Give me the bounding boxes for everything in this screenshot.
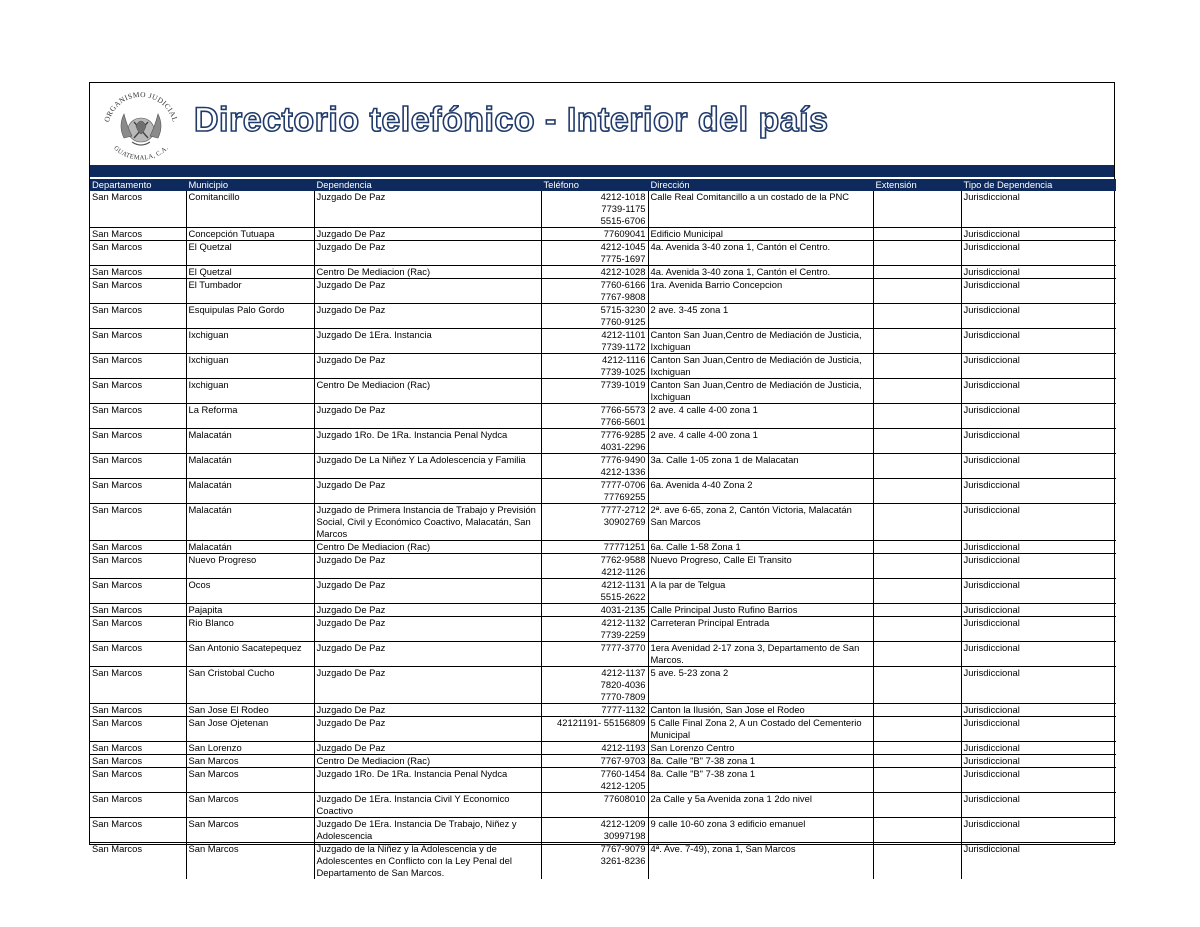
cell-municipio: Concepción Tutuapa bbox=[186, 228, 314, 241]
cell-extension bbox=[873, 354, 961, 379]
cell-telefono: 4212-1116 7739-1025 bbox=[541, 354, 648, 379]
cell-dependencia: Juzgado de la Niñez y la Adolescencia y de Adolescentes en Conflicto con la Ley Penal del Departamento de San Marcos. bbox=[314, 843, 541, 880]
cell-municipio: Malacatán bbox=[186, 541, 314, 554]
table-row bbox=[90, 642, 1116, 667]
cell-tipo-dependencia: Jurisdiccional bbox=[961, 604, 1116, 617]
cell-extension bbox=[873, 793, 961, 818]
cell-direccion: Calle Real Comitancillo a un costado de la PNC bbox=[648, 191, 873, 228]
cell-dependencia: Juzgado De Paz bbox=[314, 554, 541, 579]
cell-municipio: San Marcos bbox=[186, 843, 314, 880]
cell-departamento: San Marcos bbox=[90, 454, 186, 479]
cell-municipio: Ixchiguan bbox=[186, 329, 314, 354]
cell-departamento: San Marcos bbox=[90, 768, 186, 793]
cell-municipio: Malacatán bbox=[186, 504, 314, 541]
cell-telefono: 7767-9703 bbox=[541, 755, 648, 768]
cell-telefono: 4212-1209 30997198 bbox=[541, 818, 648, 843]
cell-municipio: Malacatán bbox=[186, 479, 314, 504]
col-header-telefono: Teléfono bbox=[541, 179, 648, 191]
cell-departamento: San Marcos bbox=[90, 479, 186, 504]
cell-municipio: El Quetzal bbox=[186, 266, 314, 279]
cell-departamento: San Marcos bbox=[90, 354, 186, 379]
cell-municipio: Malacatán bbox=[186, 454, 314, 479]
cell-municipio: Rio Blanco bbox=[186, 617, 314, 642]
col-header-municipio: Municipio bbox=[186, 179, 314, 191]
table-row bbox=[90, 554, 1116, 579]
cell-dependencia: Juzgado De Paz bbox=[314, 354, 541, 379]
col-header-extension: Extensión bbox=[873, 179, 961, 191]
cell-extension bbox=[873, 704, 961, 717]
cell-municipio: San Marcos bbox=[186, 818, 314, 843]
cell-extension bbox=[873, 379, 961, 404]
cell-extension bbox=[873, 717, 961, 742]
cell-direccion: 2 ave. 4 calle 4-00 zona 1 bbox=[648, 429, 873, 454]
cell-direccion: 4a. Avenida 3-40 zona 1, Cantón el Centro. bbox=[648, 241, 873, 266]
cell-dependencia: Juzgado De 1Era. Instancia bbox=[314, 329, 541, 354]
cell-tipo-dependencia: Jurisdiccional bbox=[961, 241, 1116, 266]
cell-telefono: 4212-1137 7820-4036 7770-7809 bbox=[541, 667, 648, 704]
cell-extension bbox=[873, 742, 961, 755]
cell-tipo-dependencia: Jurisdiccional bbox=[961, 755, 1116, 768]
cell-telefono: 4212-1131 5515-2622 bbox=[541, 579, 648, 604]
cell-extension bbox=[873, 579, 961, 604]
cell-departamento: San Marcos bbox=[90, 755, 186, 768]
cell-direccion: Calle Principal Justo Rufino Barrios bbox=[648, 604, 873, 617]
table-row bbox=[90, 191, 1116, 228]
cell-departamento: San Marcos bbox=[90, 717, 186, 742]
header-divider-bar bbox=[90, 165, 1114, 177]
table-row bbox=[90, 241, 1116, 266]
cell-direccion: 5 Calle Final Zona 2, A un Costado del Cementerio Municipal bbox=[648, 717, 873, 742]
cell-direccion: Canton San Juan,Centro de Mediación de Justicia, Ixchiguan bbox=[648, 329, 873, 354]
cell-direccion: Nuevo Progreso, Calle El Transito bbox=[648, 554, 873, 579]
cell-dependencia: Juzgado De Paz bbox=[314, 279, 541, 304]
table-row bbox=[90, 604, 1116, 617]
cell-tipo-dependencia: Jurisdiccional bbox=[961, 429, 1116, 454]
cell-extension bbox=[873, 604, 961, 617]
cell-telefono: 4212-1018 7739-1175 5515-6706 bbox=[541, 191, 648, 228]
col-header-direccion: Dirección bbox=[648, 179, 873, 191]
cell-direccion: 5 ave. 5-23 zona 2 bbox=[648, 667, 873, 704]
cell-dependencia: Juzgado De Paz bbox=[314, 579, 541, 604]
cell-municipio: San Jose Ojetenan bbox=[186, 717, 314, 742]
table-row bbox=[90, 704, 1116, 717]
cell-direccion: 2ª. ave 6-65, zona 2, Cantón Victoria, Malacatán San Marcos bbox=[648, 504, 873, 541]
cell-tipo-dependencia: Jurisdiccional bbox=[961, 379, 1116, 404]
cell-tipo-dependencia: Jurisdiccional bbox=[963, 843, 1020, 854]
cell-extension bbox=[873, 755, 961, 768]
cell-telefono: 7777-2712 30902769 bbox=[541, 504, 648, 541]
cell-direccion: 2 ave. 3-45 zona 1 bbox=[648, 304, 873, 329]
cell-telefono: 7762-9588 4212-1126 bbox=[541, 554, 648, 579]
cell-tipo-dependencia: Jurisdiccional bbox=[961, 667, 1116, 704]
cell-telefono: 4031-2135 bbox=[541, 604, 648, 617]
cell-telefono: 7777-0706 77769255 bbox=[541, 479, 648, 504]
svg-text:GUATEMALA, C.A.: GUATEMALA, C.A. bbox=[112, 144, 170, 162]
cell-dependencia: Centro De Mediacion (Rac) bbox=[314, 755, 541, 768]
cell-extension bbox=[873, 228, 961, 241]
cell-extension bbox=[873, 329, 961, 354]
cell-dependencia: Juzgado 1Ro. De 1Ra. Instancia Penal Nydca bbox=[314, 429, 541, 454]
cell-extension bbox=[873, 404, 961, 429]
cell-dependencia: Juzgado De Paz bbox=[314, 304, 541, 329]
cell-extension bbox=[873, 191, 961, 228]
cell-telefono: 5715-3230 7760-9125 bbox=[541, 304, 648, 329]
directory-sheet bbox=[89, 82, 1115, 878]
cell-extension bbox=[873, 768, 961, 793]
cell-departamento: San Marcos bbox=[90, 404, 186, 429]
cell-municipio: Ixchiguan bbox=[186, 354, 314, 379]
cell-direccion: 4ª. Ave. 7-49), zona 1, San Marcos bbox=[648, 843, 873, 880]
cell-municipio: Nuevo Progreso bbox=[186, 554, 314, 579]
cell-departamento: San Marcos bbox=[90, 704, 186, 717]
cell-municipio: La Reforma bbox=[186, 404, 314, 429]
table-row bbox=[90, 617, 1116, 642]
cell-departamento: San Marcos bbox=[90, 279, 186, 304]
cell-tipo-dependencia: Jurisdiccional bbox=[961, 642, 1116, 667]
cell-municipio: El Tumbador bbox=[186, 279, 314, 304]
cell-dependencia: Centro De Mediacion (Rac) bbox=[314, 266, 541, 279]
organismo-judicial-seal-logo bbox=[98, 86, 184, 162]
table-row bbox=[90, 479, 1116, 504]
cell-direccion: Canton San Juan,Centro de Mediación de Justicia, Ixchiguan bbox=[648, 379, 873, 404]
cell-departamento: San Marcos bbox=[90, 329, 186, 354]
cell-dependencia: Juzgado De Paz bbox=[314, 742, 541, 755]
cell-extension bbox=[873, 642, 961, 667]
cell-municipio: Esquipulas Palo Gordo bbox=[186, 304, 314, 329]
cell-direccion: 2a Calle y 5a Avenida zona 1 2do nivel bbox=[648, 793, 873, 818]
cell-tipo-dependencia: Jurisdiccional bbox=[961, 541, 1116, 554]
cell-dependencia: Juzgado De Paz bbox=[314, 642, 541, 667]
cell-telefono: 7760-6166 7767-9808 bbox=[541, 279, 648, 304]
cell-direccion: 1ra. Avenida Barrio Concepcion bbox=[648, 279, 873, 304]
cell-extension bbox=[873, 818, 961, 843]
cell-departamento: San Marcos bbox=[90, 642, 186, 667]
cell-departamento: San Marcos bbox=[90, 742, 186, 755]
cell-tipo-dependencia: Jurisdiccional bbox=[961, 266, 1116, 279]
cell-extension bbox=[873, 554, 961, 579]
cell-telefono: 4212-1193 bbox=[541, 742, 648, 755]
cell-dependencia: Juzgado De Paz bbox=[314, 704, 541, 717]
cell-tipo-dependencia: Jurisdiccional bbox=[961, 504, 1116, 541]
cell-departamento: San Marcos bbox=[90, 304, 186, 329]
cell-telefono: 4212-1028 bbox=[541, 266, 648, 279]
table-row bbox=[90, 266, 1116, 279]
cell-tipo-dependencia: Jurisdiccional bbox=[961, 704, 1116, 717]
cell-municipio: San Cristobal Cucho bbox=[186, 667, 314, 704]
cell-telefono: 7760-1454 4212-1205 bbox=[541, 768, 648, 793]
cell-departamento: San Marcos bbox=[90, 843, 186, 880]
cell-departamento: San Marcos bbox=[90, 191, 186, 228]
cell-extension bbox=[873, 454, 961, 479]
cell-telefono: 4212-1132 7739-2259 bbox=[541, 617, 648, 642]
cell-telefono: 7767-9079 3261-8236 bbox=[541, 843, 648, 880]
cell-dependencia: Juzgado De Paz bbox=[314, 667, 541, 704]
table-row bbox=[90, 404, 1116, 429]
table-row bbox=[90, 755, 1116, 768]
cell-extension bbox=[873, 667, 961, 704]
cell-telefono: 7776-9490 4212-1336 bbox=[541, 454, 648, 479]
table-row bbox=[90, 667, 1116, 704]
cell-municipio: San Jose El Rodeo bbox=[186, 704, 314, 717]
table-row bbox=[90, 454, 1116, 479]
cell-direccion: A la par de Telgua bbox=[648, 579, 873, 604]
cell-direccion: 8a. Calle "B" 7-38 zona 1 bbox=[648, 755, 873, 768]
table-body bbox=[90, 191, 1116, 879]
cell-telefono: 7766-5573 7766-5601 bbox=[541, 404, 648, 429]
cell-departamento: San Marcos bbox=[90, 617, 186, 642]
cell-municipio: Malacatán bbox=[186, 429, 314, 454]
cell-extension bbox=[873, 617, 961, 642]
cell-municipio: San Marcos bbox=[186, 755, 314, 768]
cell-departamento: San Marcos bbox=[90, 429, 186, 454]
table-row bbox=[90, 717, 1116, 742]
page-title: Directorio telefónico - Interior del país bbox=[194, 101, 829, 139]
cell-direccion: 6a. Calle 1-58 Zona 1 bbox=[648, 541, 873, 554]
cell-tipo-dependencia: Jurisdiccional bbox=[961, 479, 1116, 504]
table-row bbox=[90, 329, 1116, 354]
cell-departamento: San Marcos bbox=[90, 266, 186, 279]
table-row bbox=[90, 279, 1116, 304]
cell-municipio: San Antonio Sacatepequez bbox=[186, 642, 314, 667]
cell-direccion: Canton la Ilusión, San Jose el Rodeo bbox=[648, 704, 873, 717]
cell-tipo-dependencia: Jurisdiccional bbox=[961, 304, 1116, 329]
cell-departamento: San Marcos bbox=[90, 241, 186, 266]
cell-tipo-dependencia: Jurisdiccional bbox=[961, 818, 1116, 843]
cell-telefono: 42121191- 55156809 bbox=[541, 717, 648, 742]
cell-direccion: San Lorenzo Centro bbox=[648, 742, 873, 755]
cell-departamento: San Marcos bbox=[90, 793, 186, 818]
table-row bbox=[90, 504, 1116, 541]
cell-municipio: Comitancillo bbox=[186, 191, 314, 228]
cell-municipio: San Marcos bbox=[186, 793, 314, 818]
cell-departamento: San Marcos bbox=[90, 228, 186, 241]
cell-dependencia: Juzgado De Paz bbox=[314, 404, 541, 429]
cell-dependencia: Centro De Mediacion (Rac) bbox=[314, 541, 541, 554]
cell-tipo-dependencia: Jurisdiccional bbox=[961, 228, 1116, 241]
cell-dependencia: Juzgado De La Niñez Y La Adolescencia y Familia bbox=[314, 454, 541, 479]
cell-telefono: 7777-1132 bbox=[541, 704, 648, 717]
cell-departamento: San Marcos bbox=[90, 541, 186, 554]
cell-tipo-dependencia: Jurisdiccional bbox=[961, 793, 1116, 818]
cell-municipio: San Marcos bbox=[186, 768, 314, 793]
cell-dependencia: Juzgado De Paz bbox=[314, 617, 541, 642]
cell-telefono: 7739-1019 bbox=[541, 379, 648, 404]
cell-tipo-dependencia: Jurisdiccional bbox=[961, 554, 1116, 579]
cell-dependencia: Juzgado de Primera Instancia de Trabajo y Previsión Social, Civil y Económico Coactivo, Malacatán, San Marcos bbox=[314, 504, 541, 541]
cell-telefono: 77608010 bbox=[541, 793, 648, 818]
cell-direccion: Canton San Juan,Centro de Mediación de Justicia, Ixchiguan bbox=[648, 354, 873, 379]
cell-dependencia: Juzgado De Paz bbox=[314, 604, 541, 617]
cell-dependencia: Juzgado De 1Era. Instancia De Trabajo, Niñez y Adolescencia bbox=[314, 818, 541, 843]
cell-direccion: 9 calle 10-60 zona 3 edificio emanuel bbox=[648, 818, 873, 843]
cell-telefono: 77609041 bbox=[541, 228, 648, 241]
cell-tipo-dependencia: Jurisdiccional bbox=[961, 717, 1116, 742]
table-row bbox=[90, 379, 1116, 404]
cell-extension bbox=[873, 504, 961, 541]
cell-extension bbox=[873, 279, 961, 304]
table-header-row bbox=[90, 179, 1116, 191]
col-header-tipo: Tipo de Dependencia bbox=[961, 179, 1116, 191]
cell-departamento: San Marcos bbox=[90, 379, 186, 404]
cell-extension bbox=[873, 541, 961, 554]
cell-dependencia: Juzgado De 1Era. Instancia Civil Y Economico Coactivo bbox=[314, 793, 541, 818]
cell-tipo-dependencia: Jurisdiccional bbox=[961, 404, 1116, 429]
cell-tipo-dependencia: Jurisdiccional bbox=[961, 191, 1116, 228]
table-row bbox=[90, 354, 1116, 379]
cell-departamento: San Marcos bbox=[90, 818, 186, 843]
cell-tipo-dependencia: Jurisdiccional bbox=[961, 329, 1116, 354]
cell-direccion: 6a. Avenida 4-40 Zona 2 bbox=[648, 479, 873, 504]
cell-dependencia: Juzgado De Paz bbox=[314, 191, 541, 228]
cell-municipio: Pajapita bbox=[186, 604, 314, 617]
cell-extension bbox=[873, 241, 961, 266]
cell-telefono: 77771251 bbox=[541, 541, 648, 554]
cell-telefono: 7777-3770 bbox=[541, 642, 648, 667]
cell-departamento: San Marcos bbox=[90, 504, 186, 541]
cell-extension bbox=[873, 429, 961, 454]
cell-telefono: 4212-1101 7739-1172 bbox=[541, 329, 648, 354]
cell-direccion: 3a. Calle 1-05 zona 1 de Malacatan bbox=[648, 454, 873, 479]
table-row bbox=[90, 541, 1116, 554]
cell-departamento: San Marcos bbox=[90, 554, 186, 579]
cell-extension bbox=[873, 479, 961, 504]
table-row bbox=[90, 304, 1116, 329]
cell-direccion: 1era Avenidad 2-17 zona 3, Departamento de San Marcos. bbox=[648, 642, 873, 667]
table-row bbox=[90, 843, 1116, 880]
cell-direccion: Carreteran Principal Entrada bbox=[648, 617, 873, 642]
cell-departamento: San Marcos bbox=[90, 579, 186, 604]
cell-tipo-dependencia: Jurisdiccional bbox=[961, 617, 1116, 642]
table-row bbox=[90, 228, 1116, 241]
cell-departamento: San Marcos bbox=[90, 667, 186, 704]
table-row bbox=[90, 818, 1116, 843]
col-header-dependencia: Dependencia bbox=[314, 179, 541, 191]
cell-dependencia: Centro De Mediacion (Rac) bbox=[314, 379, 541, 404]
cell-tipo-dependencia: Jurisdiccional bbox=[961, 279, 1116, 304]
cell-dependencia: Juzgado De Paz bbox=[314, 479, 541, 504]
cell-departamento: San Marcos bbox=[90, 604, 186, 617]
cell-municipio: San Lorenzo bbox=[186, 742, 314, 755]
col-header-departamento: Departamento bbox=[90, 179, 186, 191]
cell-dependencia: Juzgado De Paz bbox=[314, 241, 541, 266]
cell-municipio: Ixchiguan bbox=[186, 379, 314, 404]
cell-direccion: 8a. Calle "B" 7-38 zona 1 bbox=[648, 768, 873, 793]
cell-municipio: El Quetzal bbox=[186, 241, 314, 266]
cell-tipo-dependencia: Jurisdiccional bbox=[961, 354, 1116, 379]
table-row bbox=[90, 429, 1116, 454]
cell-direccion: 2 ave. 4 calle 4-00 zona 1 bbox=[648, 404, 873, 429]
directory-table bbox=[90, 179, 1116, 879]
cell-dependencia: Juzgado 1Ro. De 1Ra. Instancia Penal Nydca bbox=[314, 768, 541, 793]
table-row bbox=[90, 579, 1116, 604]
cell-extension bbox=[873, 843, 961, 880]
cell-municipio: Ocos bbox=[186, 579, 314, 604]
svg-text:ORGANISMO JUDICIAL: ORGANISMO JUDICIAL bbox=[102, 89, 180, 124]
cell-dependencia: Juzgado De Paz bbox=[314, 228, 541, 241]
cell-direccion: Edificio Municipal bbox=[648, 228, 873, 241]
table-row bbox=[90, 768, 1116, 793]
cell-tipo-dependencia: Jurisdiccional bbox=[961, 742, 1116, 755]
cell-tipo-dependencia: Jurisdiccional bbox=[961, 454, 1116, 479]
cell-extension bbox=[873, 304, 961, 329]
cell-direccion: 4a. Avenida 3-40 zona 1, Cantón el Centro. bbox=[648, 266, 873, 279]
table-row bbox=[90, 793, 1116, 818]
cell-telefono: 4212-1045 7775-1697 bbox=[541, 241, 648, 266]
cell-dependencia: Juzgado De Paz bbox=[314, 717, 541, 742]
cell-extension bbox=[873, 266, 961, 279]
cell-tipo-dependencia: Jurisdiccional bbox=[961, 768, 1116, 793]
cell-tipo-dependencia: Jurisdiccional bbox=[961, 579, 1116, 604]
cell-telefono: 7776-9285 4031-2296 bbox=[541, 429, 648, 454]
sheet-header bbox=[90, 83, 1114, 165]
table-row bbox=[90, 742, 1116, 755]
